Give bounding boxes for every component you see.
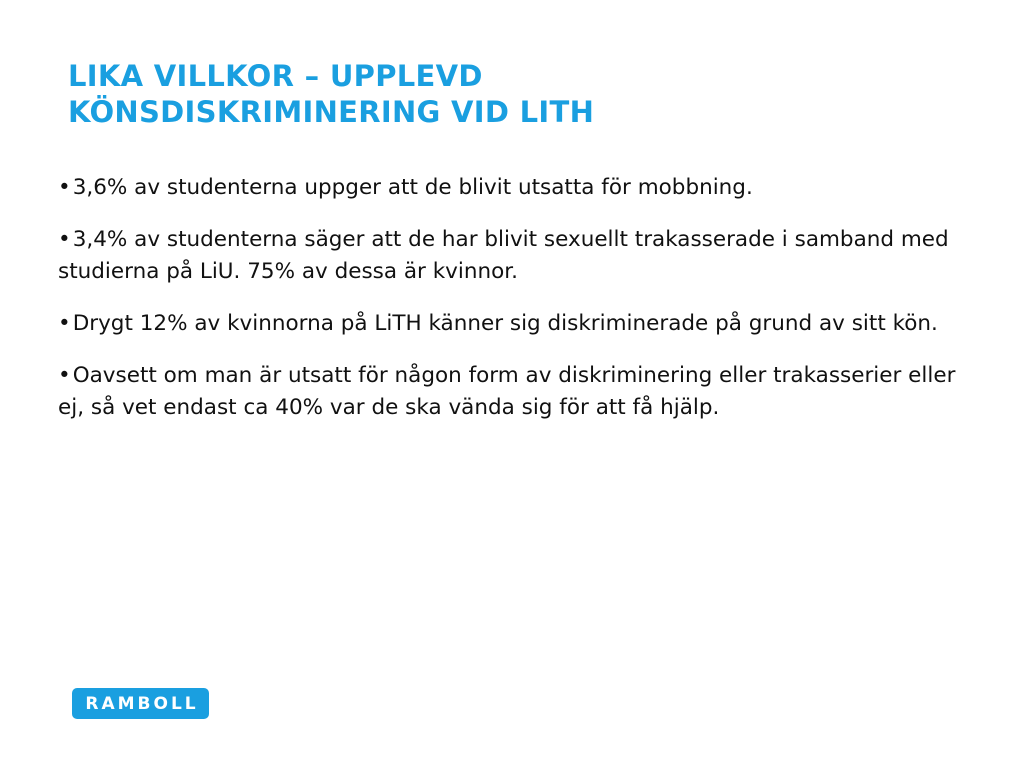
bullet-dot: • — [58, 227, 71, 252]
slide-title-line-1: LIKA VILLKOR – UPPLEVD — [68, 59, 483, 93]
bullet-item — [58, 224, 988, 288]
bullet-item — [58, 360, 988, 424]
slide-title-line-2: KÖNSDISKRIMINERING VID LITH — [68, 95, 595, 129]
bullet-text: Drygt 12% av kvinnorna på LiTH känner sig diskriminerade på grund av sitt kön. — [72, 311, 938, 336]
bullet-text: 3,4% av studenterna säger att de har blivit sexuellt trakasserade i samband med studierna på LiU. 75% av dessa är kvinnor. — [58, 227, 949, 284]
bullet-list — [58, 172, 988, 444]
bullet-text: 3,6% av studenterna uppger att de blivit utsatta för mobbning. — [72, 175, 753, 200]
slide-title — [68, 58, 968, 130]
bullet-item — [58, 172, 988, 204]
ramboll-logo-text: RAMBOLL — [85, 693, 199, 714]
ramboll-logo — [72, 688, 209, 719]
bullet-item — [58, 308, 988, 340]
bullet-dot: • — [58, 311, 71, 336]
bullet-dot: • — [58, 175, 71, 200]
bullet-text: Oavsett om man är utsatt för någon form av diskriminering eller trakasserier eller ej, så vet endast ca 40% var de ska vända sig för att få hjälp. — [58, 363, 956, 420]
bullet-dot: • — [58, 363, 71, 388]
